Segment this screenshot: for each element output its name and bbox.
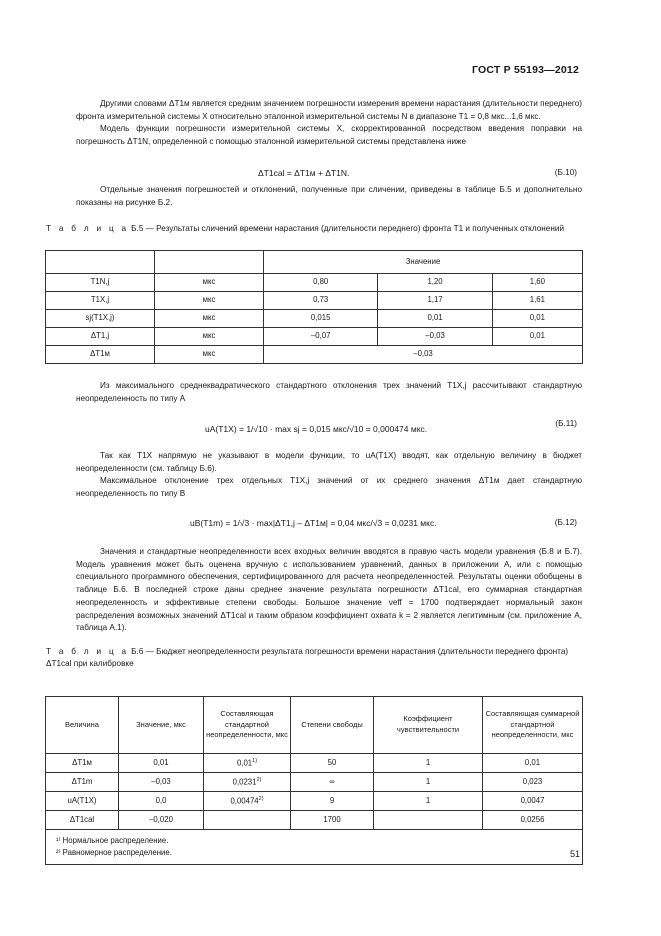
row-value: 0,015 [264,310,378,328]
row-value: 0,0 [119,792,204,811]
footnote-1: ¹⁾ Нормальное распределение. [56,836,169,846]
row-value: 0,01 [119,754,204,773]
table6-caption [46,646,586,670]
paragraph-5 [76,450,582,501]
row-name: T1N,j [46,274,155,292]
row-value: 1,17 [378,292,492,310]
row-dof: ∞ [291,773,374,792]
row-std [204,754,291,773]
row-value: 1,60 [492,274,582,292]
row-value: 1,61 [492,292,582,310]
table5-empty-header-2 [155,251,264,274]
header-cell: Значение, мкс [119,697,204,754]
row-unit: мкс [155,292,264,310]
row-value: 0,01 [492,328,582,346]
para7-text: Значения и стандартные неопределенности всех входных величин вводятся в правую часть модели уравнения (Б.8 и Б.7). Модель уравнения может быть оценена вручную с использованием уравнений, данных в приложении А, или с помощью специального программного обеспечения, сертифицированного для расчета неопределенностей. Результаты оценки обобщены в таблице Б.6. В последней строке даны среднее значение результата погрешности ΔT1cal, его суммарная стандартная неопределенность и эффективные степени свободы. Большое значение νeff = 1700 подтверждает нормальный закон распределения возможных значений ΔT1cal и таким образом коэффициент охвата k = 2 является легитимным (см. приложение А, таблица А.1). [76,547,582,633]
paragraph-3 [76,184,582,209]
table5-caption-text: Б.5 — Результаты сличений времени нарастания (длительности переднего) фронта T1 и полученных отклонений [131,224,565,233]
formula-b12: uB(T1m) = 1/√3 · max|ΔT1,j – ΔT1м| = 0,04 мкс/√3 = 0,0231 мкс. [190,518,437,528]
row-unit: мкс [155,346,264,364]
row-coef [374,811,483,830]
table-row [46,292,583,310]
table5-caption-prefix: Т а б л и ц а [46,224,129,233]
std-value: 0,00474 [230,796,259,806]
formula-b12-label: (Б.12) [554,518,577,527]
row-dof: 9 [291,792,374,811]
row-comb: 0,0047 [483,792,583,811]
standard-header: ГОСТ Р 55193—2012 [472,64,580,76]
para2-text: Модель функции погрешности измерительной системы Х, скорректированной посредством введения поправки на погрешность ΔT1N, определенной с помощью эталонной измерительной системы представлена ниже [76,124,582,147]
row-std [204,773,291,792]
formula-b10-label: (Б.10) [554,168,577,177]
formula-b10: ΔT1cal = ΔT1м + ΔT1N. [258,168,350,178]
row-comb: 0,023 [483,773,583,792]
row-std [204,811,291,830]
row-value: 0,80 [264,274,378,292]
footnote-2: ²⁾ Равномерное распределение. [56,848,172,857]
row-name: ΔT1м [46,754,119,773]
paragraph-4 [76,380,582,405]
para6-text: Максимальное отклонение трех отдельных T1X,j значений от их среднего значения ΔT1м дает стандартную неопределенность по типу В [76,476,582,499]
row-name: uA(T1X) [46,792,119,811]
para5-text: Так как T1X напрямую не указывают в модели функции, то uA(T1X) вводят, как отдельную величину в бюджет неопределенности (см. таблицу Б.6). [76,451,582,473]
std-footnote-mark: 2) [258,795,264,802]
table5-empty-header [46,251,155,274]
formula-b11: uA(T1X) = 1/√10 · max sj = 0,015 мкс/√10 = 0,000474 мкс. [205,424,428,434]
std-value: 0,01 [236,758,253,768]
row-coef: 1 [374,773,483,792]
std-footnote-mark: 2) [256,776,262,783]
row-comb: 0,0256 [483,811,583,830]
row-value: 0,01 [492,310,582,328]
table5-value-header: Значение [264,251,583,274]
table5-caption [46,223,586,235]
table-row [46,328,583,346]
table6-footnotes [46,830,583,865]
table6-caption-text: Б.6 — Бюджет неопределенности результата погрешности времени нарастания (длительности переднего фронта) ΔT1cal при калибровке [46,647,569,668]
para1-text: Другими словами ΔT1м является средним значением погрешности измерения времени нарастания (длительности переднего) фронта измерительной системы Х относительно эталонной измерительной системы N в диапазоне T1 = 0,8 мкс...1,6 мкс. [76,99,582,121]
row-std [204,792,291,811]
header-cell: Величина [46,697,119,754]
header-cell: Коэффициент чувствительности [374,697,483,754]
std-footnote-mark: 1) [252,757,258,764]
table-row [46,310,583,328]
paragraph-1 [76,98,582,149]
row-dof: 1700 [291,811,374,830]
row-value: –0,03 [378,328,492,346]
row-unit: мкс [155,310,264,328]
row-value: –0,020 [119,811,204,830]
row-coef: 1 [374,754,483,773]
row-name: ΔT1,j [46,328,155,346]
row-value: 0,01 [378,310,492,328]
table-row [46,274,583,292]
row-merged-value: –0,03 [264,346,583,364]
row-name: ΔT1м [46,346,155,364]
row-value: –0,07 [264,328,378,346]
row-name: sj(T1X,j) [46,310,155,328]
header-cell: Составляющая суммарной стандартной неопределенности, мкс [483,697,583,754]
table6-caption-prefix: Т а б л и ц а [46,647,129,656]
header-cell: Степени свободы [291,697,374,754]
table-row [46,773,583,792]
row-unit: мкс [155,328,264,346]
row-name: ΔT1m [46,773,119,792]
row-value: 1,20 [378,274,492,292]
table-row [46,754,583,773]
row-dof: 50 [291,754,374,773]
row-unit: мкс [155,274,264,292]
formula-b11-label: (Б.11) [555,419,577,428]
row-name: ΔT1cal [46,811,119,830]
row-value: –0,03 [119,773,204,792]
table-row [46,346,583,364]
row-comb: 0,01 [483,754,583,773]
row-coef: 1 [374,792,483,811]
paragraph-7 [76,546,582,635]
table-row [46,792,583,811]
table-b6 [45,696,583,865]
table-row [46,811,583,830]
row-value: 0,73 [264,292,378,310]
page-number: 51 [570,849,581,859]
para4-text: Из максимального среднеквадратического стандартного отклонения трех значений T1X,j рассчитывают стандартную неопределенность по типу А [76,381,582,403]
std-value: 0,0231 [232,777,257,787]
header-cell: Составляющая стандартной неопределенности, мкс [204,697,291,754]
para3-text: Отдельные значения погрешностей и отклонений, полученные при сличении, приведены в таблице Б.5 и дополнительно показаны на рисунке Б.2. [76,185,582,207]
table-b5 [45,250,583,364]
row-name: T1X,j [46,292,155,310]
